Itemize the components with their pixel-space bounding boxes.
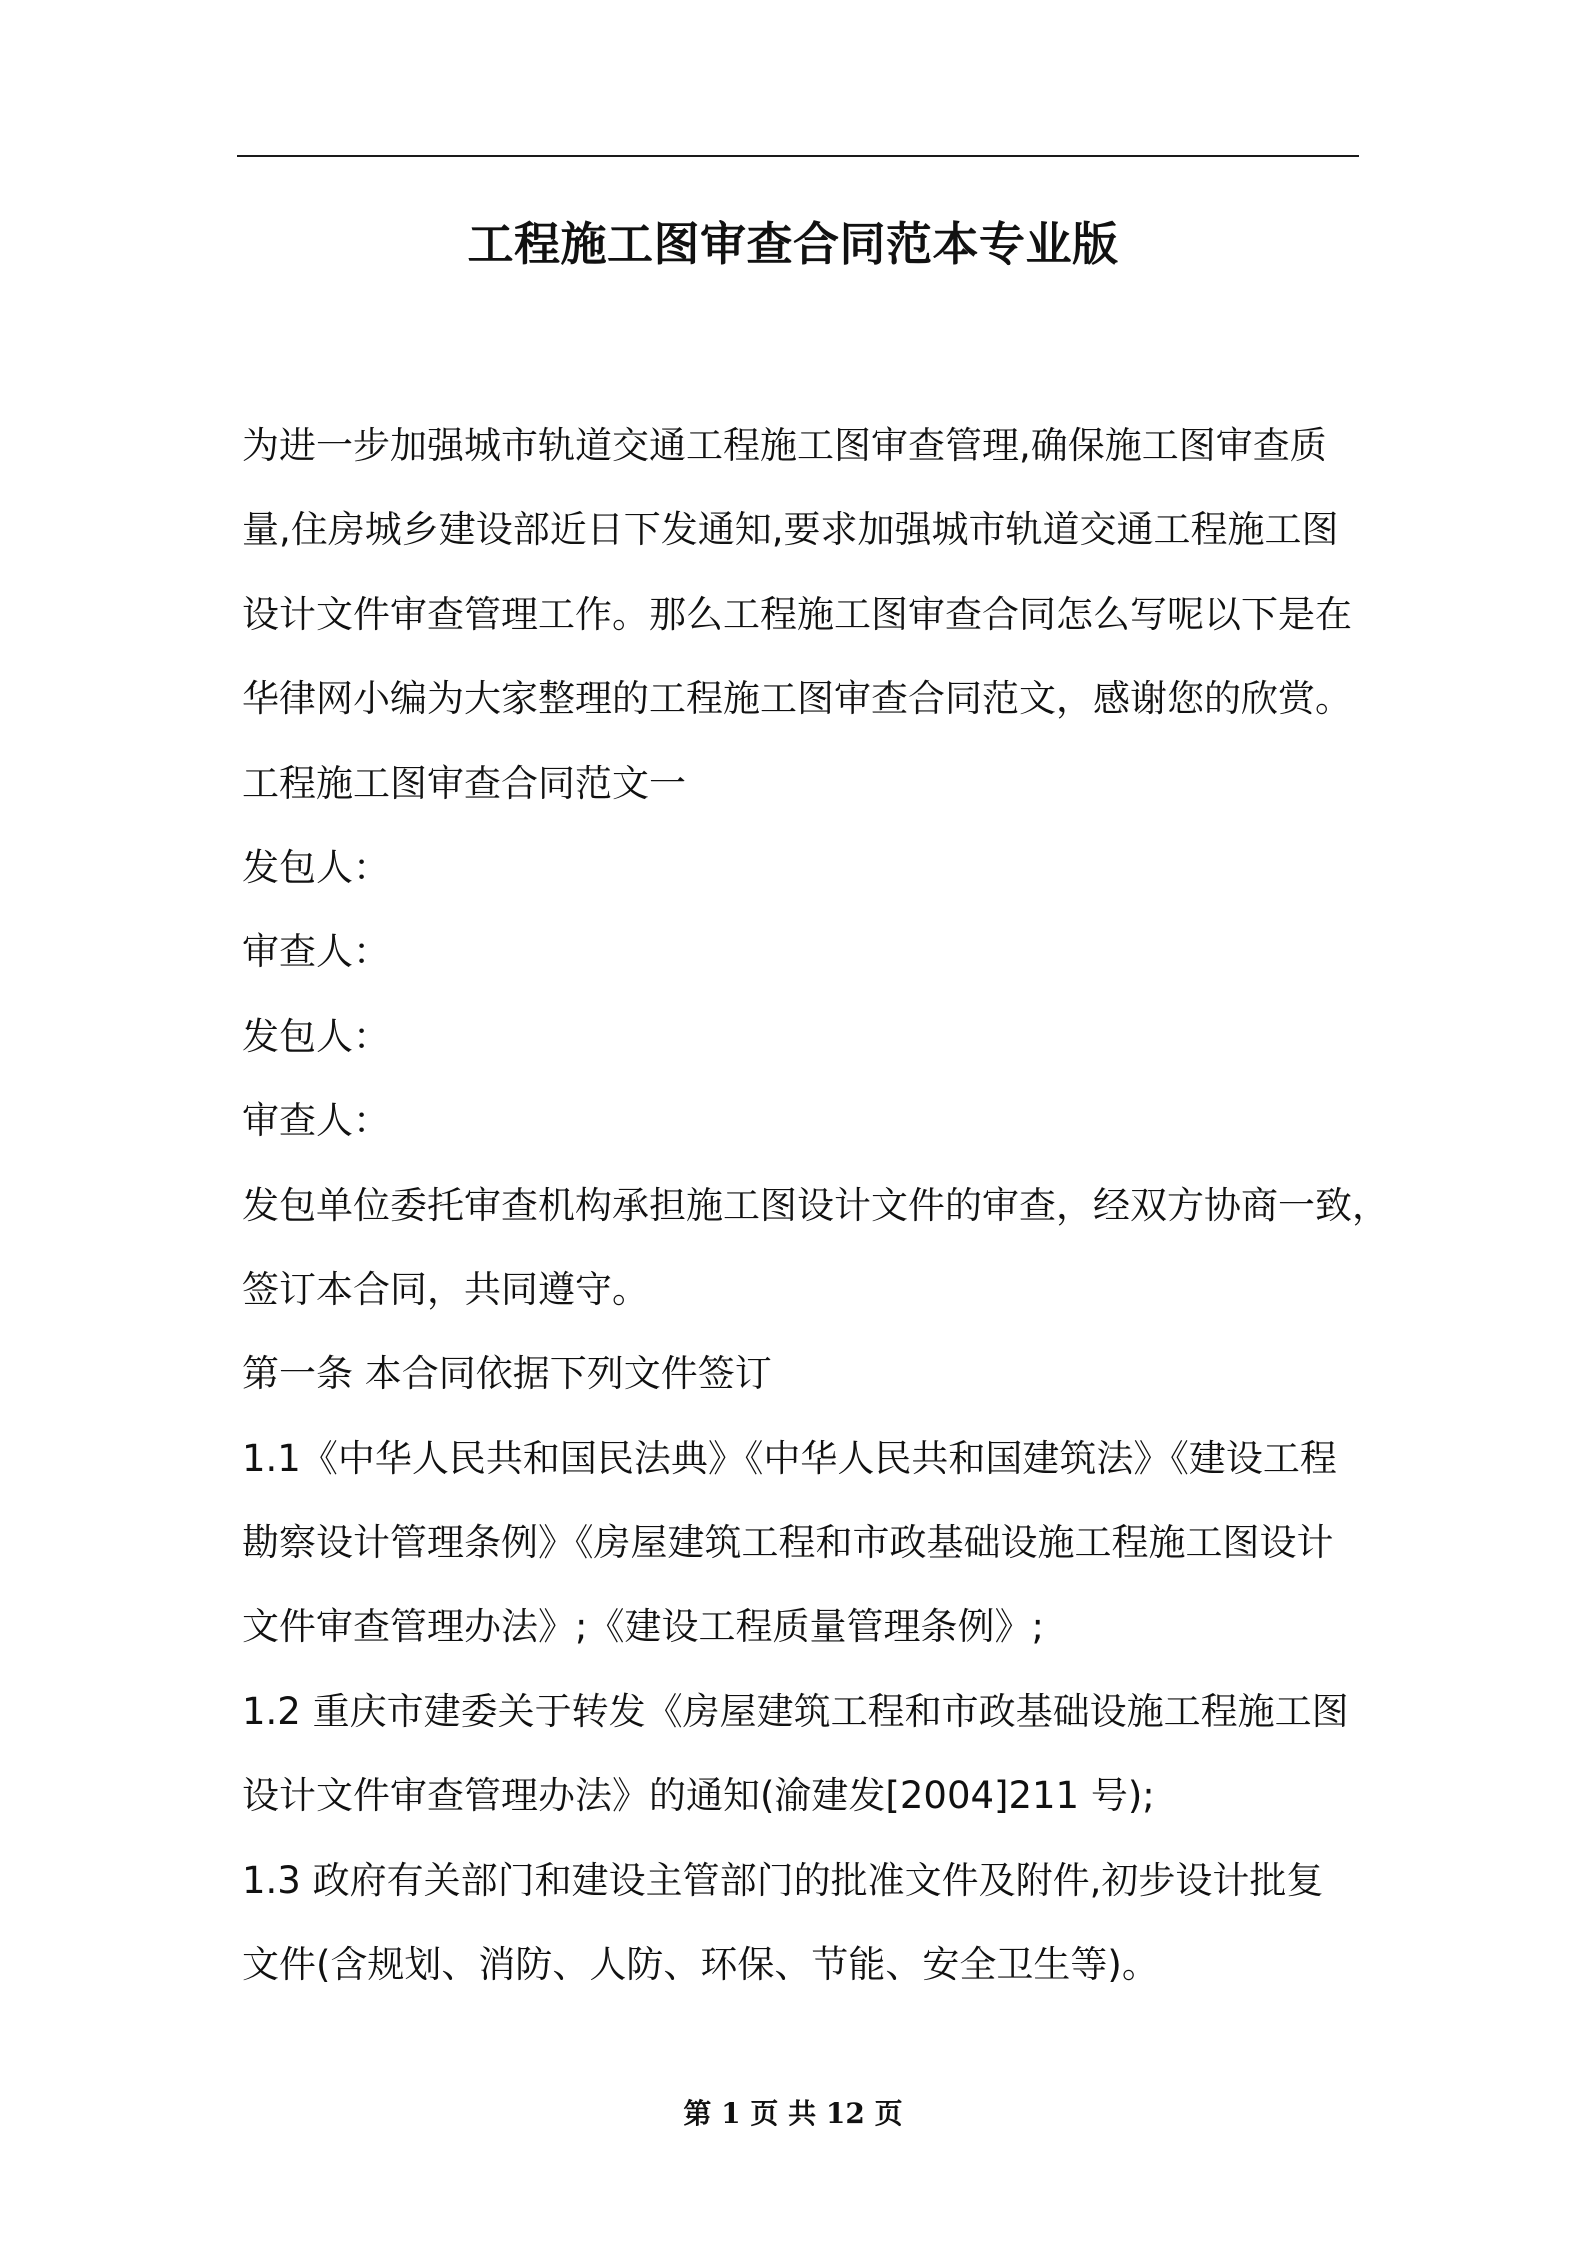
clause-line: 设计文件审查管理办法》的通知(渝建发[2004]211 号); [242,1774,1155,1818]
body-line: 签订本合同，共同遵守。 [242,1267,649,1311]
body-line: 华律网小编为大家整理的工程施工图审查合同范文，感谢您的欣赏。 [242,677,1352,721]
clause-line: 文件(含规划、消防、人防、环保、节能、安全卫生等)。 [242,1943,1159,1987]
body-line: 为进一步加强城市轨道交通工程施工图审查管理,确保施工图审查质 [242,424,1327,467]
header-divider [237,155,1359,157]
clause-line: 1.3 政府有关部门和建设主管部门的批准文件及附件,初步设计批复 [242,1858,1324,1902]
party-field: 发包人： [242,845,390,889]
clause-line: 勘察设计管理条例》《房屋建筑工程和市政基础设施工程施工图设计 [242,1521,1334,1565]
party-field: 发包人： [242,1014,390,1058]
clause-line: 1.2 重庆市建委关于转发《房屋建筑工程和市政基础设施工程施工图 [242,1689,1349,1733]
section-heading: 工程施工图审查合同范文一 [242,761,686,805]
body-line: 发包单位委托审查机构承担施工图设计文件的审查，经双方协商一致， [242,1183,1389,1227]
page-number: 第 1 页 共 12 页 [683,2097,903,2130]
document-title: 工程施工图审查合同范本专业版 [467,217,1119,271]
body-line: 量,住房城乡建设部近日下发通知,要求加强城市轨道交通工程施工图 [242,508,1339,552]
party-field: 审查人： [242,930,390,974]
document-body [242,404,1389,2007]
party-field: 审查人： [242,1099,390,1143]
article-heading: 第一条 本合同依据下列文件签订 [242,1352,772,1396]
clause-line: 文件审查管理办法》;《建设工程质量管理条例》; [242,1605,1044,1649]
body-line: 设计文件审查管理工作。那么工程施工图审查合同怎么写呢以下是在 [242,592,1352,636]
clause-line: 1.1《中华人民共和国民法典》《中华人民共和国建筑法》《建设工程 [242,1436,1337,1480]
